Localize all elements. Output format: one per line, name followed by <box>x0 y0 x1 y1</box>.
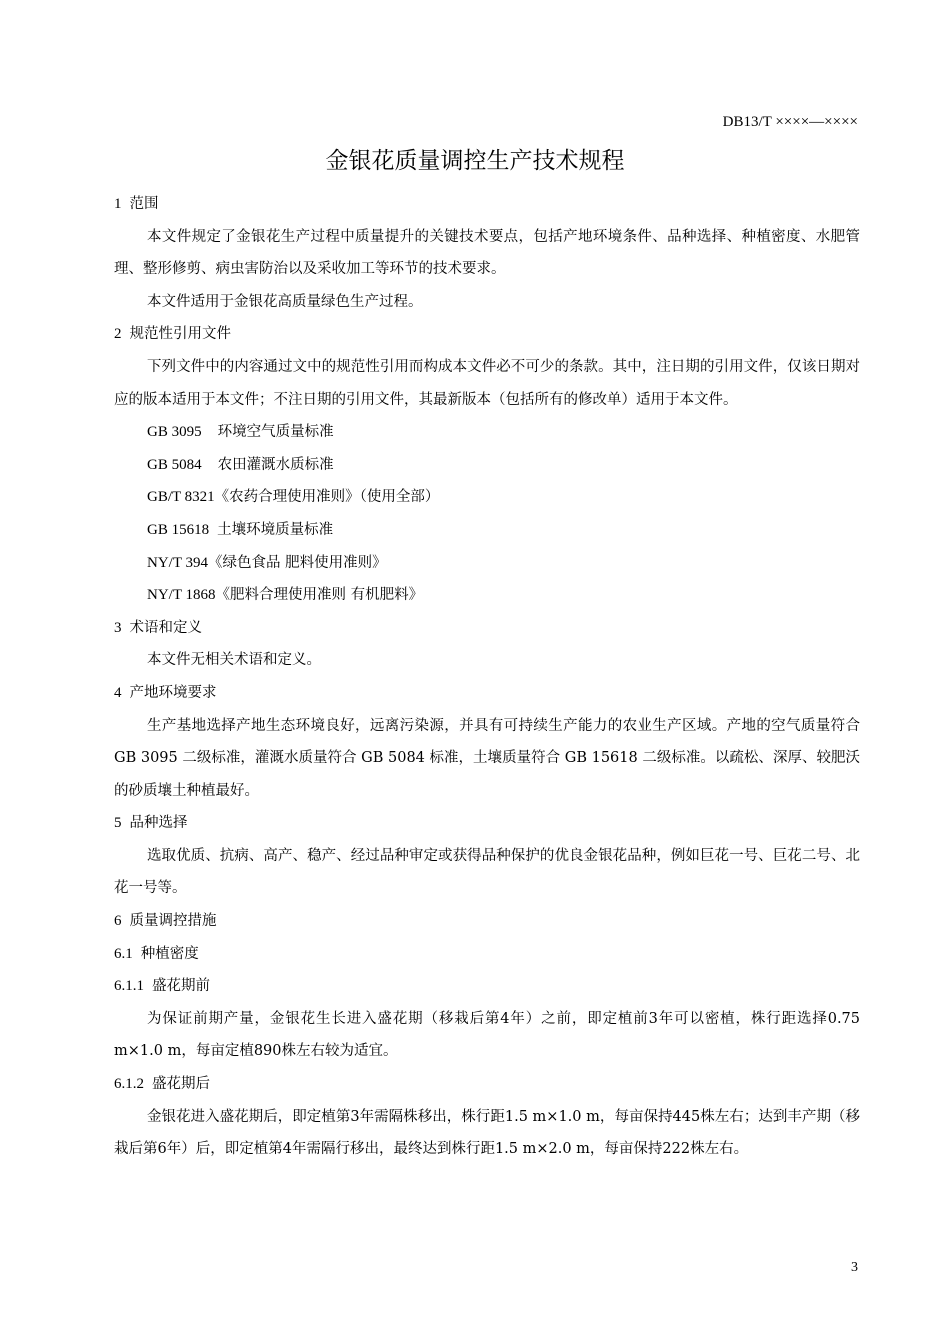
reference-item <box>114 416 860 449</box>
page-number: 3 <box>851 1260 858 1275</box>
section-title: 质量调控措施 <box>129 913 217 930</box>
reference-code: GB 3095 <box>147 424 202 441</box>
section-title: 品种选择 <box>129 815 188 832</box>
reference-name: 环境空气质量标准 <box>217 424 334 441</box>
reference-item <box>114 547 860 580</box>
reference-name: 土壤环境质量标准 <box>217 521 334 538</box>
document-code: DB13/T ××××—×××× <box>722 114 858 130</box>
section-number: 1 <box>114 196 122 212</box>
reference-item <box>114 579 860 612</box>
paragraph: 为保证前期产量，金银花生长进入盛花期（移栽后第4年）之前，即定植前3年可以密植，株行距选择0.75 m×1.0 m，每亩定植890株左右较为适宜。 <box>114 1010 860 1060</box>
paragraph: 本文件规定了金银花生产过程中质量提升的关键技术要点，包括产地环境条件、品种选择、种植密度、水肥管理、整形修剪、病虫害防治以及采收加工等环节的技术要求。 <box>114 228 860 278</box>
paragraph: 生产基地选择产地生态环境良好，远离污染源，并具有可持续生产能力的农业生产区域。产地的空气质量符合 GB 3095 二级标准，灌溉水质量符合 GB 5084 标准，土壤质量符合 GB 15618 二级标准。以疏松、深厚、较肥沃的砂质壤土种植最好。 <box>114 717 860 799</box>
reference-item <box>114 449 860 482</box>
section-heading-5 <box>114 807 860 840</box>
reference-code: NY/T 1868 <box>147 587 216 604</box>
reference-code: NY/T 394 <box>147 554 208 571</box>
section-number: 5 <box>114 815 122 832</box>
reference-item <box>114 514 860 547</box>
reference-code: GB/T 8321 <box>147 489 215 506</box>
reference-name: 《绿色食品 肥料使用准则》 <box>207 554 387 571</box>
section-title: 术语和定义 <box>129 619 202 636</box>
section-title: 盛花期前 <box>152 978 210 995</box>
reference-item <box>114 481 860 514</box>
section-number: 3 <box>114 619 122 636</box>
section-number: 4 <box>114 684 122 701</box>
section-heading-6 <box>114 905 860 938</box>
section-heading-6-1-2 <box>114 1068 860 1101</box>
section-number: 6.1.2 <box>114 1076 144 1093</box>
section-title: 产地环境要求 <box>129 684 217 701</box>
document-body <box>114 188 860 1166</box>
paragraph: 选取优质、抗病、高产、稳产、经过品种审定或获得品种保护的优良金银花品种，例如巨花一号、巨花二号、北花一号等。 <box>114 847 860 897</box>
reference-name: 《肥料合理使用准则 有机肥料》 <box>215 587 424 604</box>
reference-name: 《农药合理使用准则》（使用全部） <box>214 489 440 506</box>
reference-name: 农田灌溉水质标准 <box>217 456 334 473</box>
reference-code: GB 15618 <box>147 521 210 538</box>
section-heading-2 <box>114 318 860 351</box>
section-heading-6-1-1 <box>114 970 860 1003</box>
section-number: 2 <box>114 326 122 343</box>
document-title: 金银花质量调控生产技术规程 <box>325 148 625 174</box>
section-heading-3 <box>114 612 860 645</box>
section-number: 6.1.1 <box>114 978 144 995</box>
section-number: 6 <box>114 913 122 930</box>
paragraph: 本文件适用于金银花高质量绿色生产过程。 <box>147 293 423 310</box>
section-number: 6.1 <box>114 945 133 962</box>
section-title: 范围 <box>129 196 159 212</box>
reference-code: GB 5084 <box>147 456 202 473</box>
section-title: 种植密度 <box>140 945 199 962</box>
section-heading-4 <box>114 677 860 710</box>
paragraph: 金银花进入盛花期后，即定植第3年需隔株移出，株行距1.5 m×1.0 m，每亩保持445株左右；达到丰产期（移栽后第6年）后，即定植第4年需隔行移出，最终达到株行距1.5 m×2.0 m，每亩保持222株左右。 <box>114 1108 860 1158</box>
section-heading-6-1 <box>114 938 860 971</box>
section-heading-1 <box>114 188 860 221</box>
section-title: 规范性引用文件 <box>129 326 231 343</box>
paragraph: 下列文件中的内容通过文中的规范性引用而构成本文件必不可少的条款。其中，注日期的引用文件，仅该日期对应的版本适用于本文件；不注日期的引用文件，其最新版本（包括所有的修改单）适用于本文件。 <box>114 358 860 408</box>
section-title: 盛花期后 <box>152 1076 210 1093</box>
paragraph: 本文件无相关术语和定义。 <box>147 652 321 669</box>
